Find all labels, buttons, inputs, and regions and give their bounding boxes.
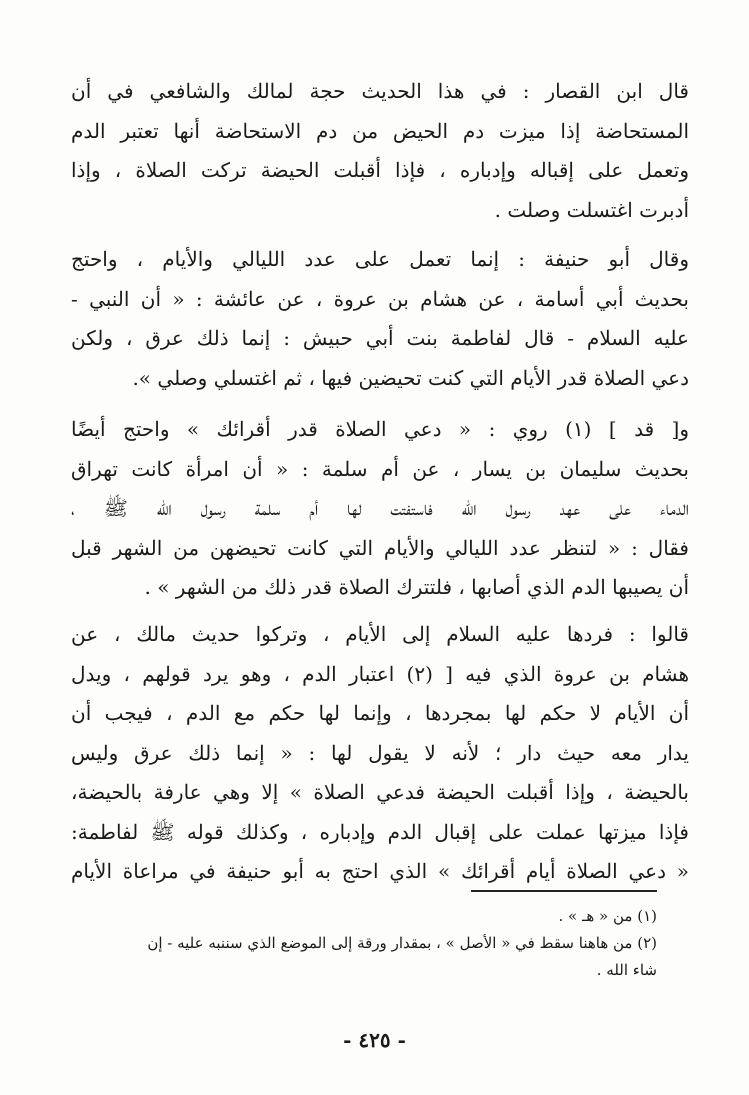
paragraph-1 [71, 72, 689, 230]
text-line: أن يصيبها الدم الذي أصابها ، فلتترك الصلاة قدر ذلك من الشهر » . [144, 575, 689, 599]
text-line: بالحيضة ، وإذا أقبلت الحيضة فدعي الصلاة » إلا وهي عارفة بالحيضة، [71, 780, 689, 804]
footnote-divider [471, 890, 657, 892]
text-line: و[ قد ] (١) روي : « دعي الصلاة قدر أقرائك » واحتج أيضًا [71, 417, 690, 441]
text-line: بحديث سليمان بن يسار ، عن أم سلمة : « أن امرأة كانت تهراق [71, 456, 689, 481]
text-line: بحديث أبي أسامة ، عن هشام بن عروة ، عن عائشة : « أن النبي - [71, 286, 689, 311]
text-line: دعي الصلاة قدر الأيام التي كنت تحيضين فيها ، ثم اغتسلي وصلي ». [132, 365, 689, 390]
page-number: - ٤٢٥ - [343, 1028, 406, 1052]
footnote-1: (١) من « هـ » . [558, 907, 657, 925]
text-line: المستحاضة إذا ميزت دم الحيض من دم الاستحاضة أنها تعتبر الدم [71, 118, 689, 143]
paragraph-3 [71, 410, 689, 608]
footnote-2: (٢) من هاهنا سقط في « الأصل » ، بمقدار ورقة إلى الموضع الذي سننبه عليه - إن [147, 934, 657, 952]
footnote-2-continued: شاء الله . [596, 961, 657, 979]
text-line: قالوا : فردها عليه السلام إلى الأيام ، وتركوا حديث مالك ، عن [71, 622, 689, 646]
text-line: أدبرت اغتسلت وصلت . [494, 197, 689, 222]
paragraph-4 [71, 615, 689, 892]
footnotes [89, 903, 657, 984]
text-line: الدماء على عهد رسول الله فاستفتت لها أم سلمة رسول الله ﷺ ، [71, 496, 689, 520]
text-line: يدار معه حيث دار ؛ لأنه لا يقول لها : « إنما ذلك عرق وليس [71, 740, 689, 765]
paragraph-2 [71, 240, 689, 398]
text-line: عليه السلام - قال لفاطمة بنت أبي حبيش : إنما ذلك عرق ، ولكن [71, 326, 689, 350]
text-line: وتعمل على إقباله وإدباره ، فإذا أقبلت الحيضة تركت الصلاة ، وإذا [71, 158, 689, 182]
text-line: هشام بن عروة الذي فيه [ (٢) اعتبار الدم ، وهو يرد قولهم ، ويدل [71, 661, 689, 686]
text-line: أن الأيام لا حكم لها بمجردها ، وإنما لها حكم مع الدم ، فيجب أن [71, 701, 689, 725]
text-line: فقال : « لتنظر عدد الليالي والأيام التي كانت تحيضهن من الشهر قبل [71, 535, 689, 560]
text-line: فإذا ميزتها عملت على إقبال الدم وإدباره ، وكذلك قوله ﷺ لفاطمة: [71, 819, 689, 844]
text-line: « دعي الصلاة أيام أقرائك » الذي احتج به أبو حنيفة في مراعاة الأيام [71, 859, 689, 883]
text-line: قال ابن القصار : في هذا الحديث حجة لمالك والشافعي في أن [71, 79, 689, 103]
text-line: وقال أبو حنيفة : إنما تعمل على عدد الليالي والأيام ، واحتج [71, 247, 689, 271]
